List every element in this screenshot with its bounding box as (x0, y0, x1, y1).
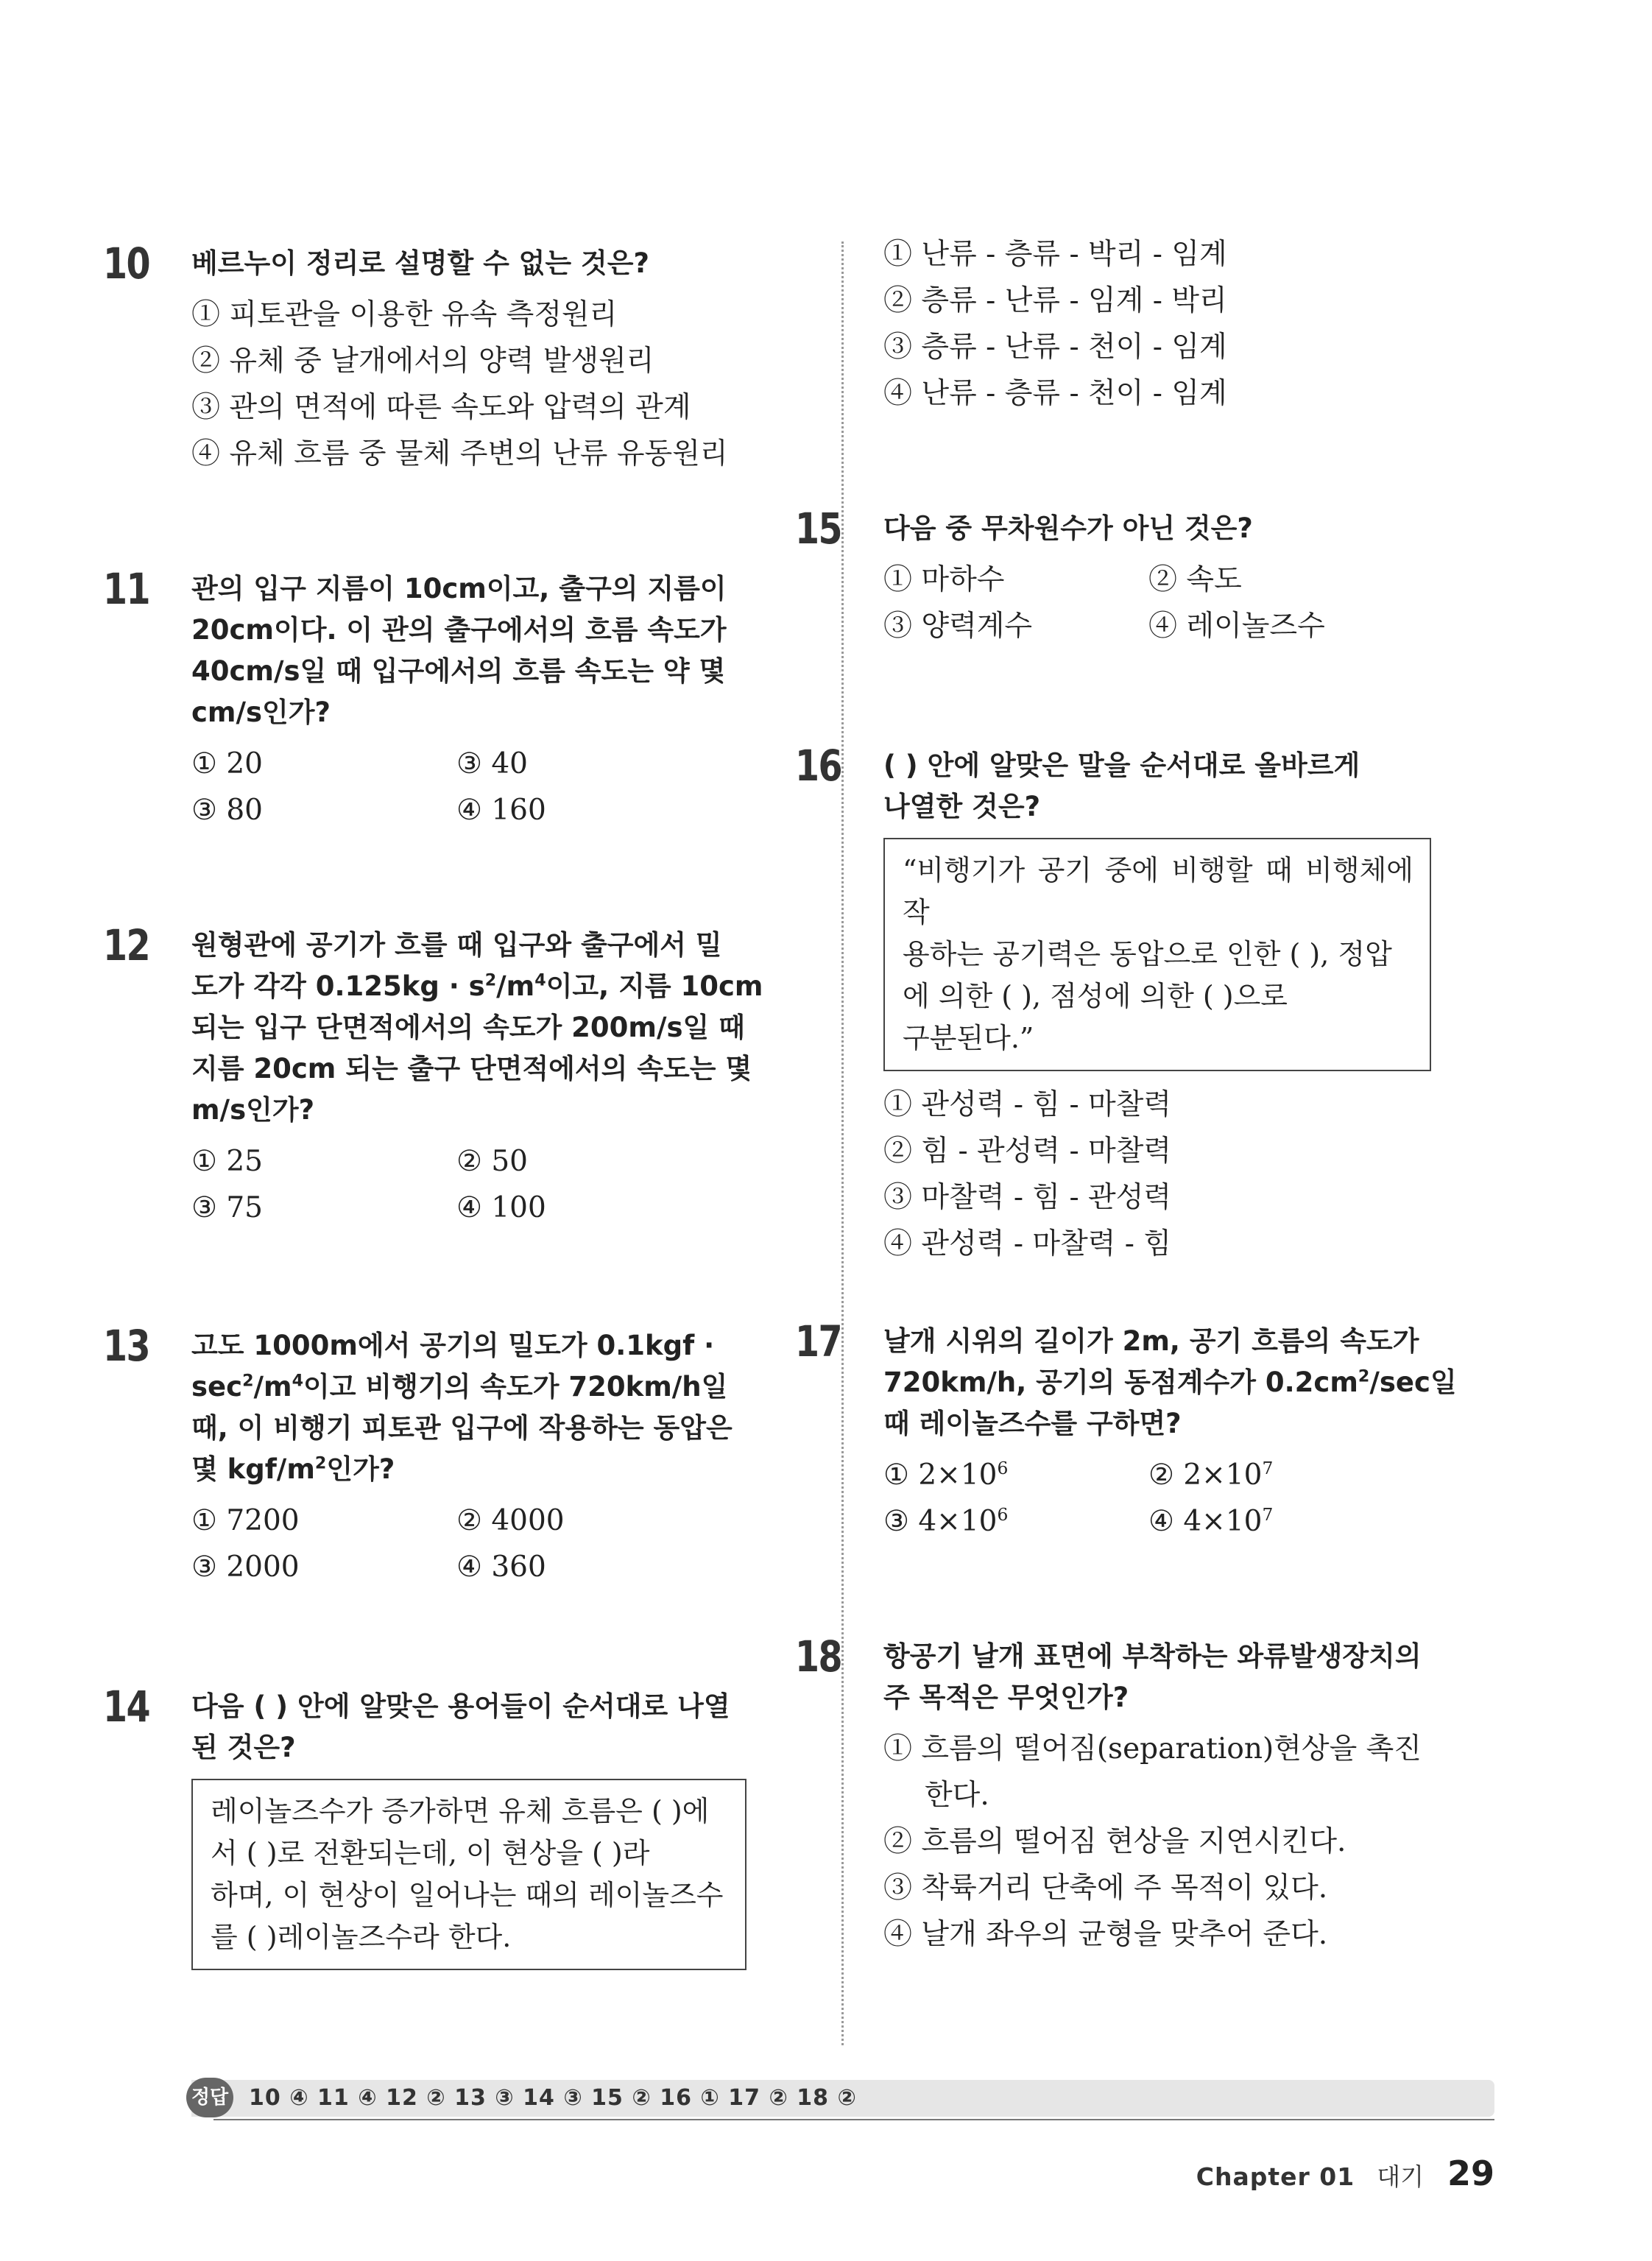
question-15 (795, 504, 1472, 649)
question-line: 도가 각각 $0.125kg \cdot s^2/m^4$이고, 지름 10cm (191, 970, 763, 1002)
question-line: 되는 입구 단면적에서의 속도가 200m/s일 때 (191, 1012, 745, 1043)
question-text (191, 925, 780, 1131)
option-4: ④ 160 (456, 794, 546, 827)
question-14 (103, 1682, 780, 1980)
question-line: cm/s인가? (191, 696, 331, 728)
option-2: ② 힘 - 관성력 - 마찰력 (883, 1135, 1172, 1168)
question-number: 11 (103, 564, 149, 614)
option-1: ① 20 (191, 747, 263, 780)
option-2: ② 흐름의 떨어짐 현상을 지연시킨다. (883, 1825, 1346, 1858)
option-3: ③ 2000 (191, 1551, 300, 1584)
option-4: ④ 유체 흐름 중 물체 주변의 난류 유동원리 (191, 437, 728, 470)
question-line: $\sec^2/m^4$이고 비행기의 속도가 720km/h일 (191, 1371, 728, 1403)
question-line: 몇 kgf/$m^2$인가? (191, 1453, 395, 1485)
option-2: ② 유체 중 날개에서의 양력 발생원리 (191, 345, 654, 378)
option-1: ① 마하수 (883, 563, 1005, 596)
option-1: ① $2\times 10^6$ (883, 1458, 1009, 1492)
question-12 (103, 920, 780, 1231)
passage-line: 서 ( )로 전환되는데, 이 현상을 ( )라 (211, 1837, 650, 1869)
question-line: 날개 시위의 길이가 2m, 공기 흐름의 속도가 (883, 1325, 1419, 1357)
answer-key: 10 ④ 11 ④ 12 ② 13 ③ 14 ③ 15 ② 16 ① 17 ② 18 ② (249, 2085, 857, 2111)
question-18 (795, 1632, 1472, 1958)
question-line: 20cm이다. 이 관의 출구에서의 흐름 속도가 (191, 614, 727, 646)
option-4: ④ 관성력 - 마찰력 - 힘 (883, 1227, 1172, 1260)
option-2: ② $2\times 10^7$ (1148, 1458, 1274, 1492)
question-line: 40cm/s일 때 입구에서의 흐름 속도는 약 몇 (191, 655, 726, 687)
option-4: ④ 날개 좌우의 균형을 맞추어 준다. (883, 1918, 1328, 1951)
passage-line: 를 ( )레이놀즈수라 한다. (211, 1921, 512, 1953)
question-17 (795, 1316, 1472, 1545)
question-text (191, 1686, 780, 1768)
option-2: ② 4000 (456, 1504, 565, 1537)
option-3: ③ 양력계수 (883, 610, 1033, 643)
question-text (883, 1636, 1472, 1718)
question-line: 항공기 날개 표면에 부착하는 와류발생장치의 (883, 1640, 1422, 1672)
question-10 (103, 239, 780, 477)
option-4: ④ $4\times 10^7$ (1148, 1504, 1274, 1538)
question-number: 14 (103, 1682, 149, 1732)
option-1: ① 난류 - 층류 - 박리 - 임계 (883, 238, 1227, 271)
question-number: 16 (795, 741, 841, 791)
option-2: ③ 40 (456, 747, 528, 780)
answer-label: 정답 (186, 2078, 233, 2117)
question-text (883, 1321, 1472, 1445)
option-1-continued: 한다. (925, 1779, 989, 1812)
option-4: ④ 레이놀즈수 (1148, 610, 1325, 643)
question-text (191, 568, 780, 733)
option-1: ① 피토관을 이용한 유속 측정원리 (191, 298, 618, 331)
page-number: 29 (1447, 2154, 1494, 2193)
option-3: ③ 층류 - 난류 - 천이 - 임계 (883, 331, 1227, 364)
passage-line: 구분된다.” (903, 1022, 1034, 1054)
question-line: 때 레이놀즈수를 구하면? (883, 1408, 1182, 1439)
option-3: ③ 마찰력 - 힘 - 관성력 (883, 1181, 1172, 1214)
question-number: 15 (795, 504, 841, 554)
passage-line: “비행기가 공기 중에 비행할 때 비행체에 작 (903, 854, 1413, 928)
chapter-label: Chapter 01 (1196, 2162, 1355, 2191)
question-13 (103, 1321, 780, 1590)
question-text (883, 745, 1472, 828)
option-3: ③ 75 (191, 1191, 263, 1224)
option-1: ① 관성력 - 힘 - 마찰력 (883, 1088, 1172, 1121)
question-line: 나열한 것은? (883, 791, 1041, 822)
question-line: 관의 입구 지름이 10cm이고, 출구의 지름이 (191, 573, 727, 604)
question-text (191, 1325, 780, 1490)
option-4: ④ 100 (456, 1191, 546, 1224)
option-1: ① 7200 (191, 1504, 300, 1537)
question-line: 때, 이 비행기 피토관 입구에 작용하는 동압은 (191, 1412, 733, 1444)
passage-line: 에 의한 ( ), 점성에 의한 ( )으로 (903, 980, 1288, 1012)
column-divider (841, 241, 844, 2045)
question-number: 10 (103, 239, 149, 289)
passage-box (883, 838, 1431, 1071)
question-number: 17 (795, 1316, 841, 1366)
question-line: 지름 20cm 되는 출구 단면적에서의 속도는 몇 (191, 1053, 752, 1084)
option-2: ② 층류 - 난류 - 임계 - 박리 (883, 284, 1227, 317)
answer-underline (213, 2119, 1494, 2120)
question-line: 된 것은? (191, 1732, 296, 1763)
question-16 (795, 741, 1472, 1267)
passage-box (191, 1779, 746, 1970)
question-line: ( ) 안에 알맞은 말을 순서대로 올바르게 (883, 749, 1360, 781)
question-number: 13 (103, 1321, 149, 1371)
question-line: 720km/h, 공기의 동점계수가 $0.2cm^2/\sec$일 (883, 1366, 1457, 1398)
question-line: 원형관에 공기가 흐를 때 입구와 출구에서 밀 (191, 929, 722, 961)
question-text: 다음 중 무차원수가 아닌 것은? (883, 512, 1253, 544)
option-2: ② 속도 (1148, 563, 1242, 596)
question-text: 베르누이 정리로 설명할 수 없는 것은? (191, 247, 649, 279)
question-line: 고도 1000m에서 공기의 밀도가 0.1kgf · (191, 1330, 715, 1361)
page-footer (1196, 2154, 1494, 2193)
option-3: ③ 80 (191, 794, 263, 827)
question-line: 주 목적은 무엇인가? (883, 1682, 1129, 1713)
section-label: 대기 (1377, 2162, 1424, 2191)
question-number: 12 (103, 920, 149, 970)
option-4: ④ 360 (456, 1551, 546, 1584)
passage-line: 용하는 공기력은 동압으로 인한 ( ), 정압 (903, 938, 1392, 970)
question-line: 다음 ( ) 안에 알맞은 용어들이 순서대로 나열 (191, 1690, 730, 1722)
passage-line: 하며, 이 현상이 일어나는 때의 레이놀즈수 (211, 1879, 724, 1911)
option-3: ③ 착륙거리 단축에 주 목적이 있다. (883, 1872, 1328, 1905)
question-11 (103, 564, 780, 833)
question-14-options (883, 231, 1472, 417)
option-2: ② 50 (456, 1145, 528, 1178)
passage-line: 레이놀즈수가 증가하면 유체 흐름은 ( )에 (211, 1795, 710, 1827)
question-number: 18 (795, 1632, 841, 1682)
option-4: ④ 난류 - 층류 - 천이 - 임계 (883, 377, 1227, 410)
option-1: ① 흐름의 떨어짐(separation)현상을 촉진 (883, 1732, 1422, 1766)
question-line: m/s인가? (191, 1094, 315, 1126)
option-1: ① 25 (191, 1145, 263, 1178)
option-3: ③ $4\times 10^6$ (883, 1504, 1009, 1538)
option-3: ③ 관의 면적에 따른 속도와 압력의 관계 (191, 391, 691, 424)
